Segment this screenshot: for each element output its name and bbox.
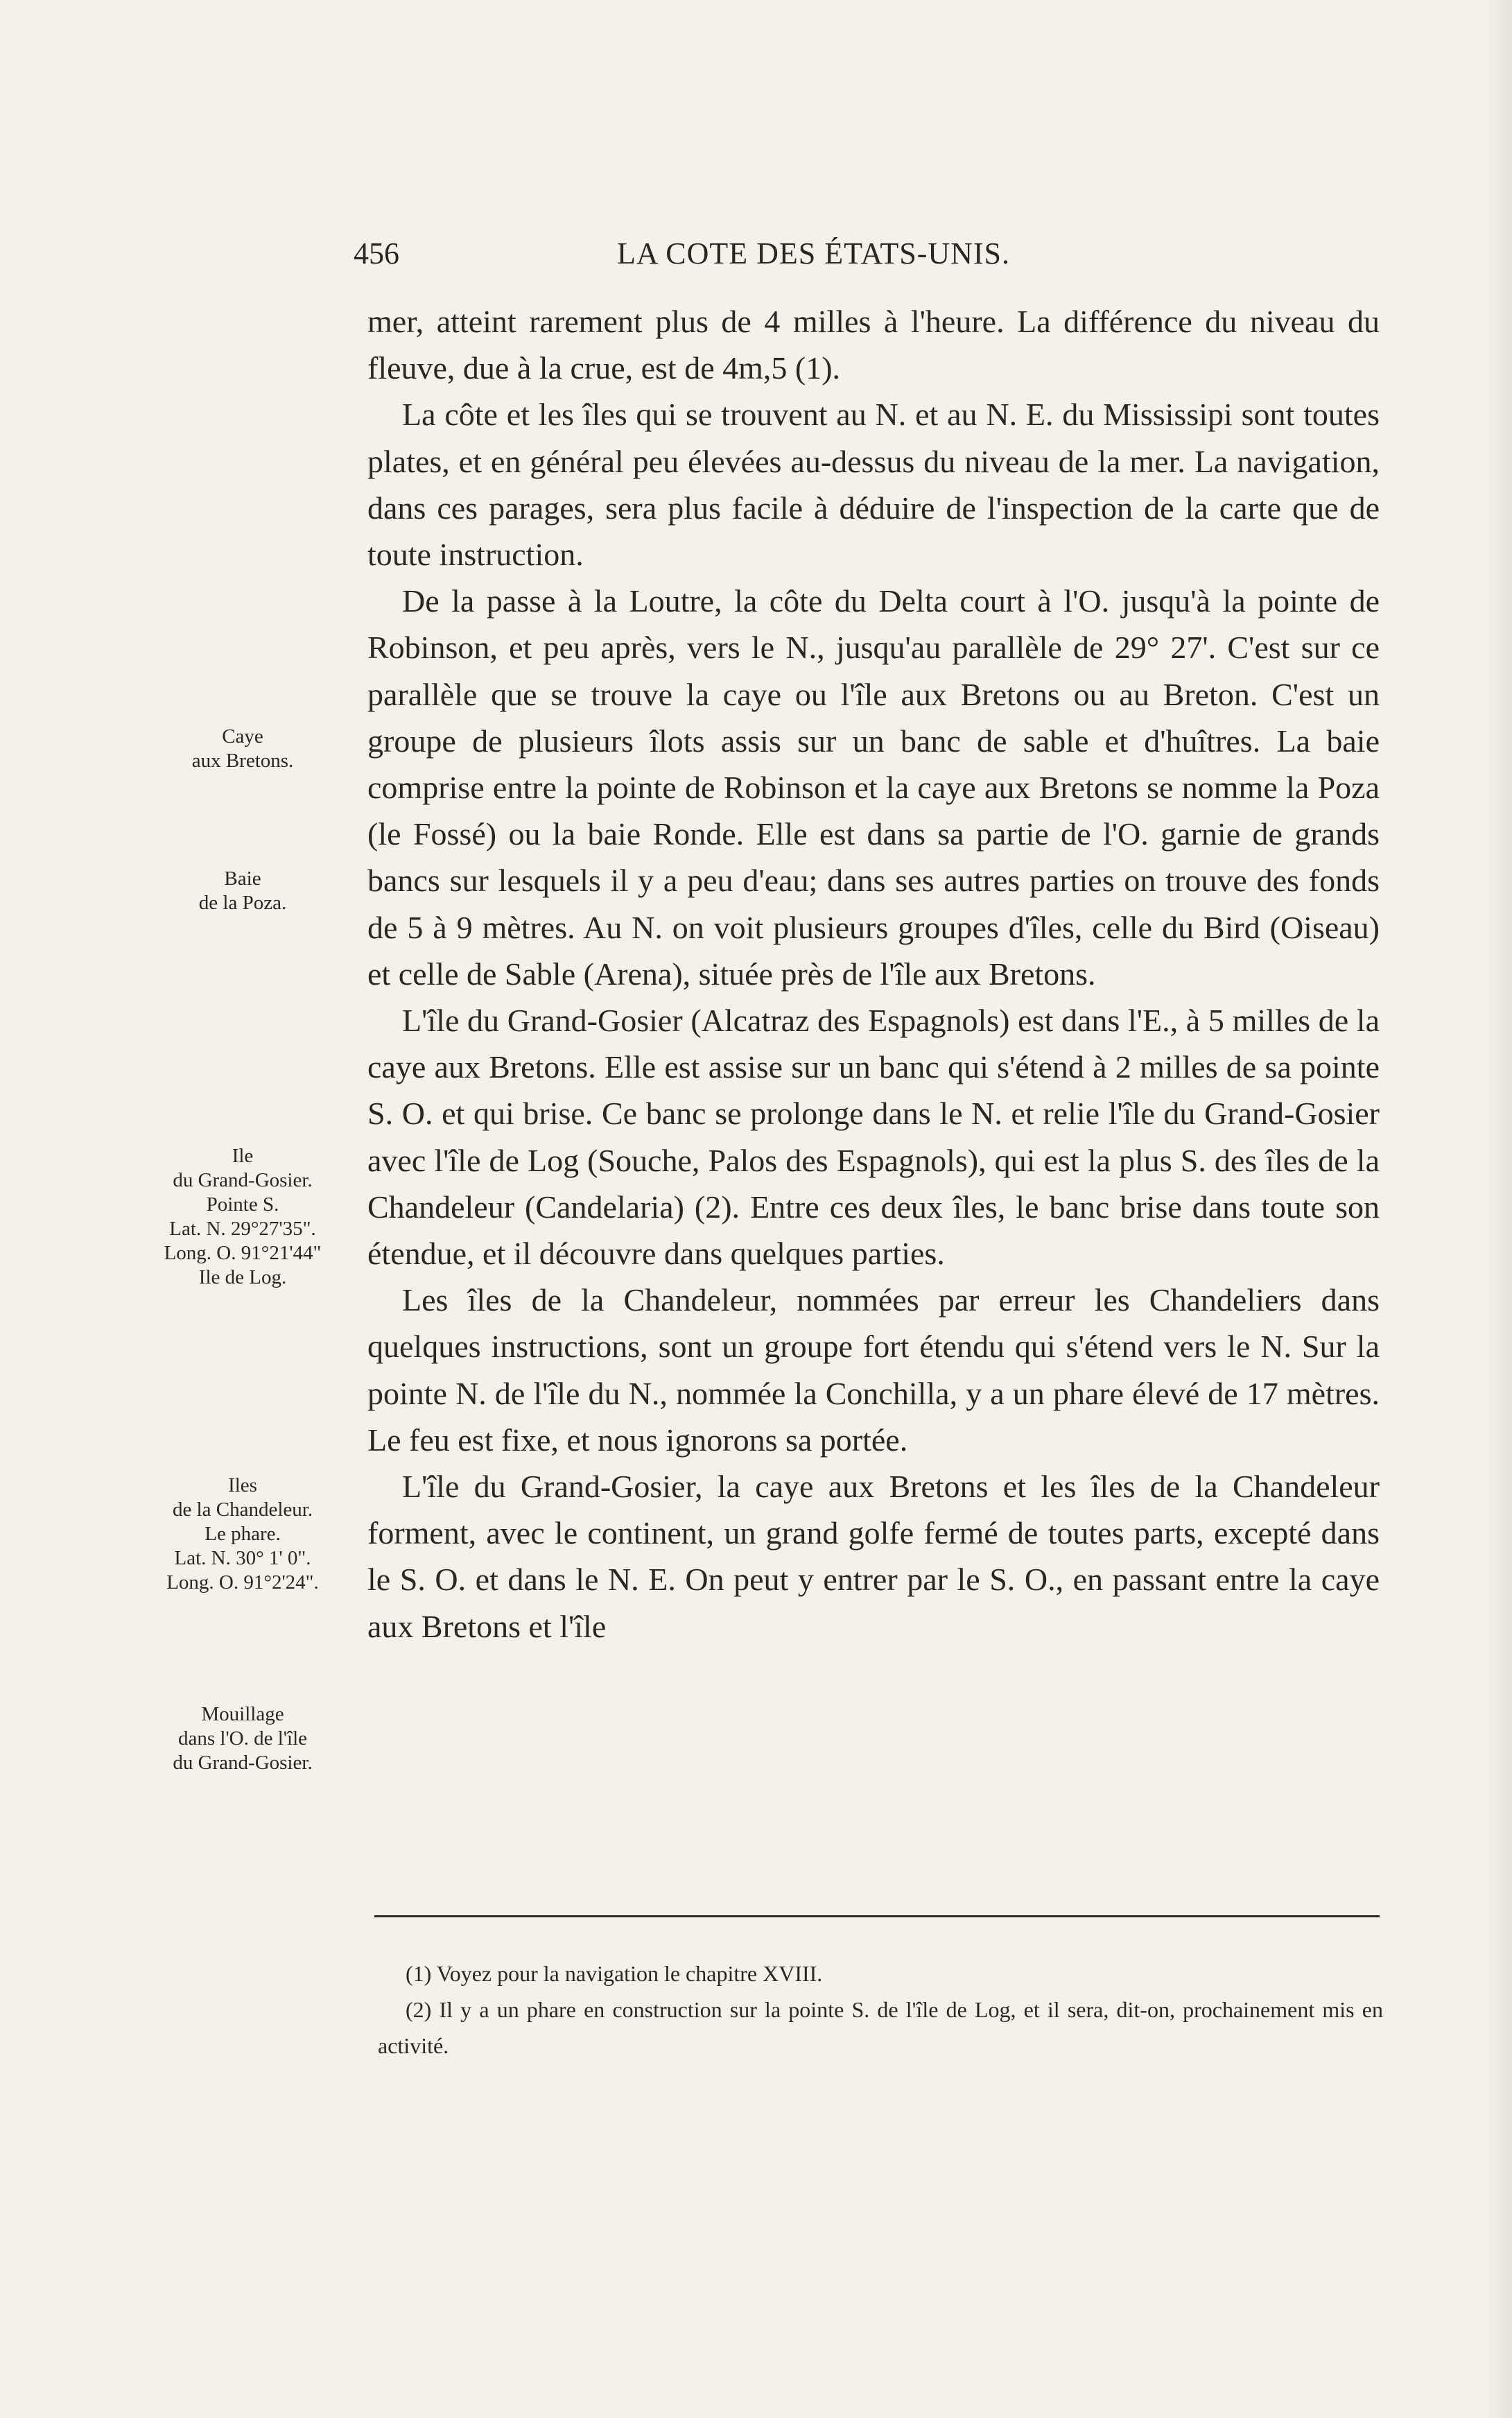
margin-note-poza: Baie de la Poza.: [198, 867, 287, 914]
paragraph: L'île du Grand-Gosier (Alcatraz des Espagnols) est dans l'E., à 5 milles de la caye aux Bretons. Elle est assise sur un banc qui s'étend à 2 milles de sa pointe S. O. et qui brise. Ce banc se prolonge dans le N. et relie l'île du Grand-Gosier avec l'île de Log (Souche, Palos des Espagnols), qui est la plus S. des îles de la Chandeleur (Candelaria) (2). Entre ces deux îles, le banc brise dans toute son étendue, et il découvre dans quelques parties.: [367, 1003, 1380, 1272]
page-header: [354, 236, 1380, 284]
footnote-divider: [374, 1915, 1380, 1917]
paragraph: L'île du Grand-Gosier, la caye aux Bretons et les îles de la Chandeleur forment, avec le continent, un grand golfe fermé de toutes parts, excepté dans le S. O. et dans le N. E. On peut y entrer par le S. O., en passant entre la caye aux Bretons et l'île: [367, 1469, 1380, 1644]
paragraph: Les îles de la Chandeleur, nommées par erreur les Chandeliers dans quelques instructions, sont un groupe fort étendu qui s'étend vers le N. Sur la pointe N. de l'île du N., nommée la Conchilla, y a un phare élevé de 17 mètres. Le feu est fixe, et nous ignorons sa portée.: [367, 1282, 1380, 1458]
footnote: (1) Voyez pour la navigation le chapitre XVIII.: [406, 1961, 823, 1986]
page-edge-shadow: [1484, 0, 1512, 2418]
margin-note-chandeleur: Iles de la Chandeleur. Le phare. Lat. N. 30° 1' 0". Long. O. 91°2'24".: [166, 1474, 319, 1594]
paragraph: De la passe à la Loutre, la côte du Delta court à l'O. jusqu'à la pointe de Robinson, et peu après, vers le N., jusqu'au parallèle de 29° 27'. C'est sur ce parallèle que se trouve la caye ou l'île aux Bretons ou au Breton. C'est un groupe de plusieurs îlots assis sur un banc de sable et d'huîtres. La baie comprise entre la pointe de Robinson et la caye aux Bretons se nomme la Poza (le Fossé) ou la baie Ronde. Elle est dans sa partie de l'O. garnie de grands bancs sur lesquels il y a peu d'eau; dans ses autres parties on trouve des fonds de 5 à 9 mètres. Au N. on voit plusieurs groupes d'îles, celle du Bird (Oiseau) et celle de Sable (Arena), située près de l'île aux Bretons.: [367, 583, 1380, 992]
margin-note-gosier: Ile du Grand-Gosier. Pointe S. Lat. N. 29°27'35". Long. O. 91°21'44" Ile de Log.: [164, 1145, 322, 1288]
paragraph: mer, atteint rarement plus de 4 milles à l'heure. La différence du niveau du fleuve, due à la crue, est de 4m,5 (1).: [367, 304, 1380, 386]
margin-note-mouillage: Mouillage dans l'O. de l'île du Grand-Gosier.: [173, 1703, 313, 1774]
page-number: 456: [354, 236, 399, 270]
body-text: [367, 298, 1380, 1650]
running-title: LA COTE DES ÉTATS-UNIS.: [617, 236, 1011, 270]
footnotes: [378, 1955, 1383, 2064]
footnote: (2) Il y a un phare en construction sur la pointe S. de l'île de Log, et il sera, dit-on, prochainement mis en activité.: [378, 1997, 1383, 2058]
margin-note-caye: Caye aux Bretons.: [191, 725, 294, 772]
paragraph: La côte et les îles qui se trouvent au N. et au N. E. du Mississipi sont toutes plates, et en général peu élevées au-dessus du niveau de la mer. La navigation, dans ces parages, sera plus facile à déduire de l'inspection de la carte que de toute instruction.: [367, 397, 1380, 573]
